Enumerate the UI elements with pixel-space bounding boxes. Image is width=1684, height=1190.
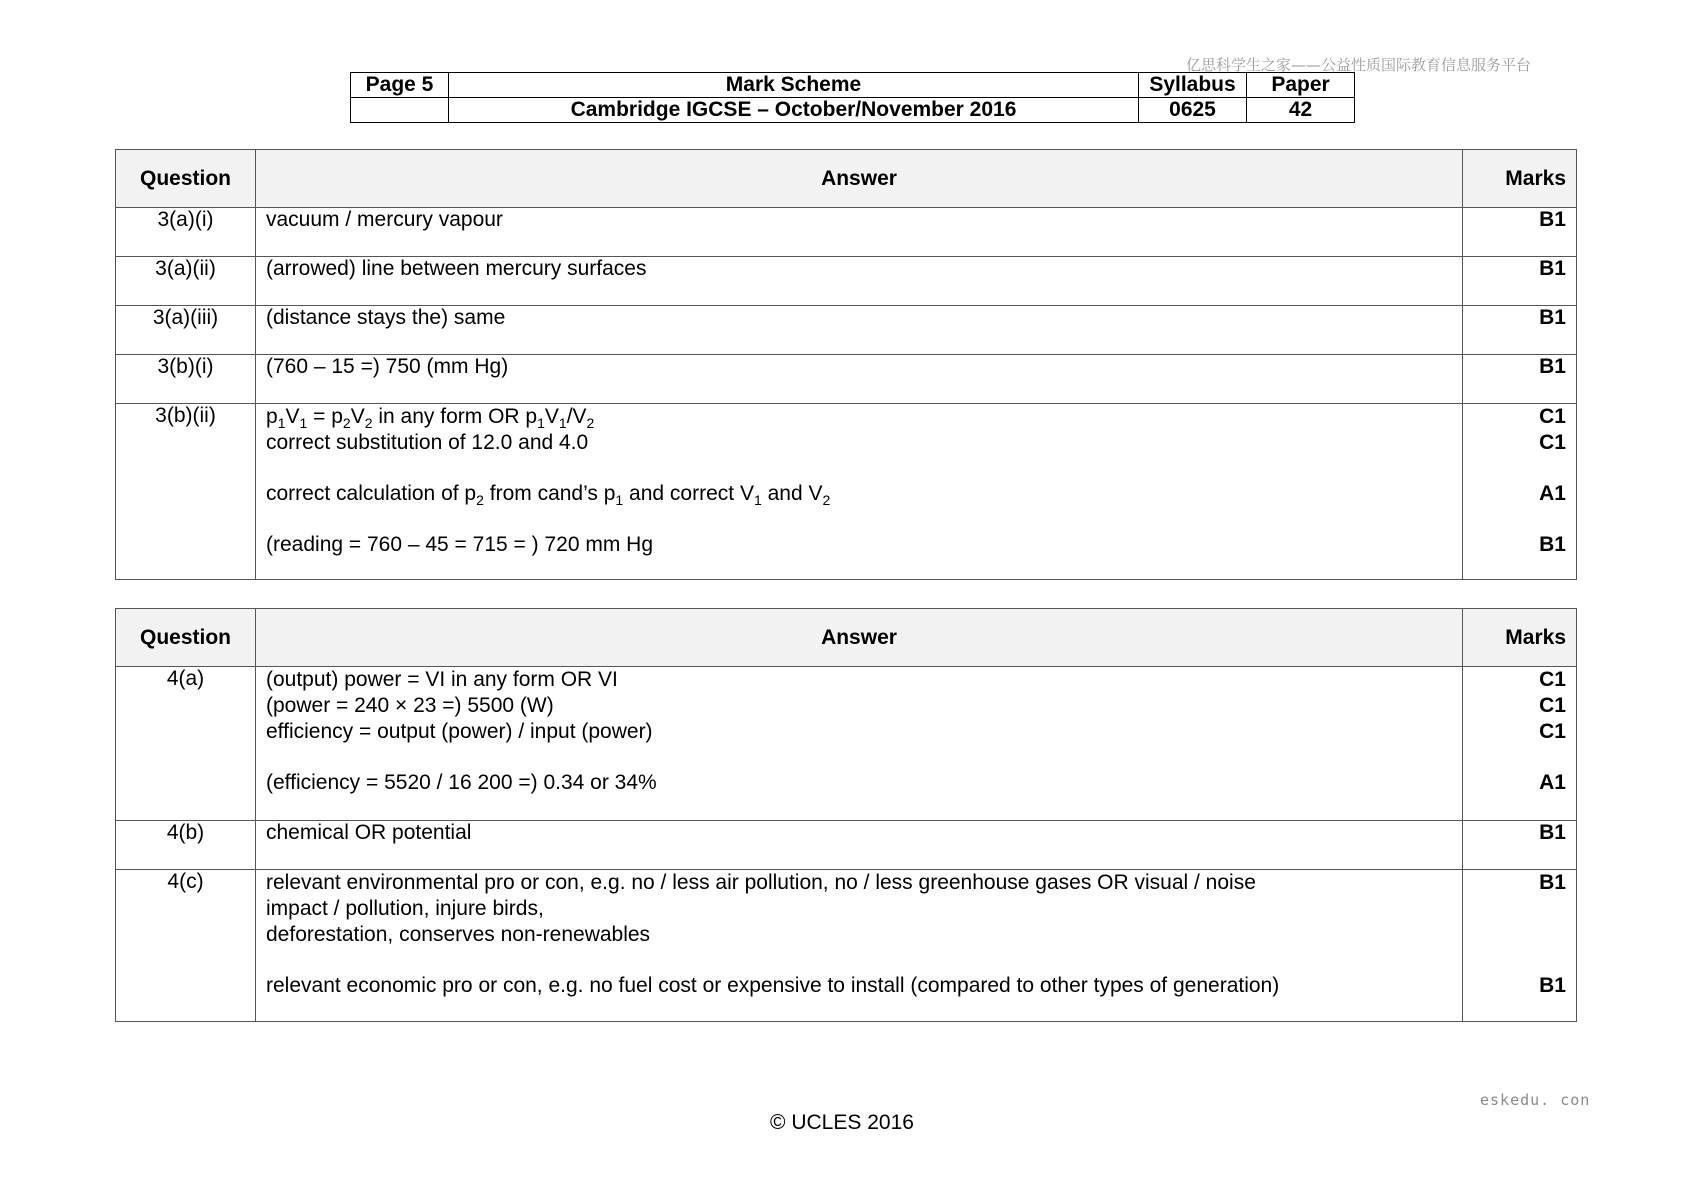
question-number: 4(b) [116,821,256,870]
answer-text [256,404,1463,580]
question-number: 3(a)(i) [116,208,256,257]
table-row [116,257,1577,306]
page-header [350,72,1355,123]
marks-value: B1 [1463,306,1577,355]
answer-text: (arrowed) line between mercury surfaces [256,257,1463,306]
column-header-question: Question [116,150,256,208]
answer-line: impact / pollution, injure birds, [266,897,544,920]
table-row [116,306,1577,355]
marks-value: B1 [1463,208,1577,257]
question-number: 4(c) [116,870,256,1022]
answer-text: vacuum / mercury vapour [256,208,1463,257]
answer-line: $p_1V_1 = p_2V_2$ in any form OR $p_1V_1/V_2$ [266,405,595,431]
answer-text: chemical OR potential [256,821,1463,870]
answer-line: (output) power = VI in any form OR VI [266,668,618,691]
column-header-answer: Answer [256,609,1463,667]
mark-table-q3 [115,149,1577,580]
document-subtitle: Cambridge IGCSE – October/November 2016 [449,98,1139,123]
column-header-marks: Marks [1463,150,1577,208]
marks-value: B1 [1463,257,1577,306]
answer-line: (efficiency = 5520 / 16 200 =) 0.34 or 34% [266,771,657,794]
answer-line: efficiency = output (power) / input (power) [266,720,653,743]
document-title: Mark Scheme [449,73,1139,98]
watermark-bottom: eskedu. con [1480,1091,1591,1109]
marks-value: B1 [1463,355,1577,404]
table-row [116,667,1577,821]
answer-line: correct substitution of 12.0 and 4.0 [266,431,589,454]
table-row [116,821,1577,870]
syllabus-label: Syllabus [1139,73,1247,98]
question-number: 4(a) [116,667,256,821]
answer-line: relevant economic pro or con, e.g. no fuel cost or expensive to install (compared to other types of generation) [266,974,1280,997]
marks-value: B1 B1 [1463,870,1577,1022]
answer-text: (distance stays the) same [256,306,1463,355]
answer-line: deforestation, conserves non-renewables [266,923,651,946]
table-row [116,355,1577,404]
page-label-blank [351,98,449,123]
question-number: 3(b)(ii) [116,404,256,580]
table-row [116,208,1577,257]
column-header-question: Question [116,609,256,667]
answer-text [256,667,1463,821]
watermark-top: 亿思科学生之家——公益性质国际教育信息服务平台 [1186,56,1532,74]
answer-line: (power = 240 × 23 =) 5500 (W) [266,694,554,717]
paper-value: 42 [1247,98,1355,123]
answer-line: (reading = 760 – 45 = 715 = ) 720 mm Hg [266,533,653,556]
table-row [116,870,1577,1022]
copyright-footer: © UCLES 2016 [770,1111,914,1134]
marks-value: C1 C1 C1 A1 [1463,667,1577,821]
question-number: 3(a)(ii) [116,257,256,306]
mark-table-q4 [115,608,1577,1022]
question-number: 3(a)(iii) [116,306,256,355]
page-label: Page 5 [351,73,449,98]
marks-value: C1 C1 A1 B1 [1463,404,1577,580]
paper-label: Paper [1247,73,1355,98]
column-header-marks: Marks [1463,609,1577,667]
column-header-answer: Answer [256,150,1463,208]
table-row [116,404,1577,580]
answer-line: relevant environmental pro or con, e.g. no / less air pollution, no / less greenhouse gases OR visual / noise [266,871,1256,894]
answer-line: correct calculation of $p_2$ from cand’s $p_1$ and correct $V_1$ and $V_2$ [266,482,831,508]
marks-value: B1 [1463,821,1577,870]
answer-text: (760 – 15 =) 750 (mm Hg) [256,355,1463,404]
syllabus-value: 0625 [1139,98,1247,123]
question-number: 3(b)(i) [116,355,256,404]
answer-text [256,870,1463,1022]
